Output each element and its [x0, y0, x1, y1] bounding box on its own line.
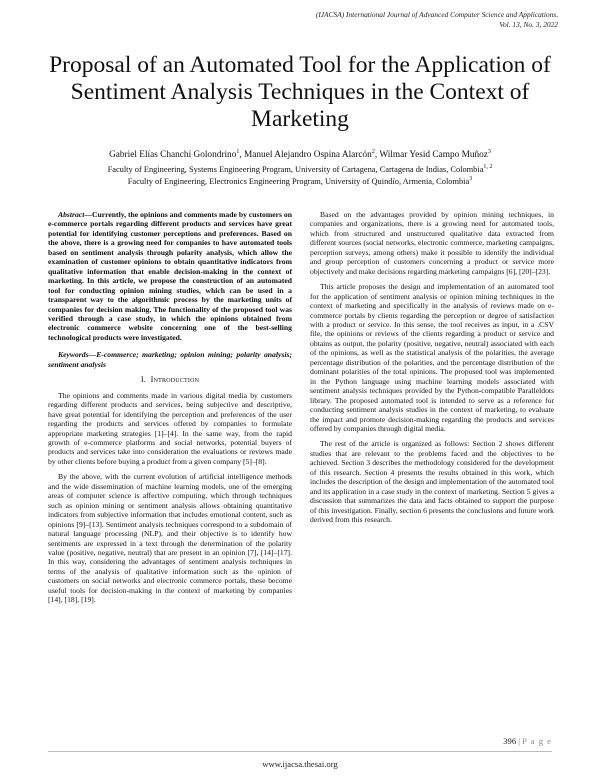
- author-list: [30, 149, 570, 161]
- paragraph: Based on the advantages provided by opinion mining techniques, in companies and organizations, there is a growing need for automated tools, which from structured and unstructured qualitative data extracted from different sources (social networks, electronic commerce, marketing campaigns, perception surveys, among others) make it possible to identify the individual and group perception of customers concerning a product or service more objectively and make decisions regarding marketing campaigns [6], [20]–[23].: [310, 210, 554, 276]
- author-separator: ,: [239, 150, 245, 160]
- page-number: [503, 736, 552, 746]
- page-number-value: 396: [503, 736, 517, 746]
- left-column: [48, 210, 292, 611]
- author-3-sup: 3: [487, 148, 491, 155]
- affiliation-2-sup: 3: [469, 176, 473, 183]
- author-separator: ,: [374, 150, 380, 160]
- section-number: I.: [140, 375, 147, 385]
- affiliation-1: [30, 164, 570, 175]
- author-1: Gabriel Elías Chanchí Golondrino: [109, 150, 237, 160]
- keywords: [48, 350, 292, 369]
- affiliation-1-text: Faculty of Engineering, Systems Engineering Program, University of Cartagena, Cartagena de Indias, Colombia: [107, 165, 484, 174]
- abstract-label: Abstract—: [58, 210, 92, 219]
- paragraph: By the above, with the current evolution of artificial intelligence methods and the wide dissemination of machine learning models, one of the emerging areas of computer science is affective computing, which through techniques such as opinion mining or sentiment analysis allows obtaining quantitative indicators from subjective information that includes emotional content, such as opinions [9]–[13]. Sentiment analysis techniques correspond to a subdomain of natural language processing (NLP), and their objective is to identify how sentiments are expressed in a text through the determination of the polarity value (positive, negative, neutral) that are present in an opinion [7], [14]–[17]. In this way, considering the advantages of sentiment analysis techniques in terms of the analysis of qualitative information such as the opinion of customers on social networks and electronic commerce portals, these become useful tools for decision-making in the context of marketing by companies [14], [18], [19].: [48, 472, 292, 605]
- journal-header-line1: (IJACSA) International Journal of Advanced Computer Science and Applications,: [315, 10, 558, 19]
- journal-header: [198, 10, 558, 29]
- section-heading-introduction: [48, 375, 292, 384]
- author-3: Wilmar Yesid Campo Muñoz: [379, 150, 488, 160]
- journal-header-line2: Vol. 13, No. 3, 2022: [499, 19, 558, 29]
- page-number-separator: |: [516, 736, 523, 746]
- paragraph: The rest of the article is organized as follows: Section 2 shows different studies that are relevant to the problems faced and the objectives to be achieved. Section 3 describes the methodology considered for the development of this research. Section 4 presents the results obtained in this work, which includes the description of the design and implementation of the automated tool and its application in a case study in the context of marketing. Section 5 gives a discussion that summarizes the data and facts obtained to support the purpose of this investigation. Finally, section 6 presents the conclusions and future work derived from this research.: [310, 439, 554, 525]
- title-line1: Proposal of an Automated Tool for the Application of: [49, 52, 551, 78]
- keywords-label: Keywords—: [58, 350, 97, 360]
- abstract-text: Currently, the opinions and comments made by customers on e-commerce portals regarding different products and services have great potential for identifying customer perceptions and preferences. Based on the above, there is a growing need for companies to have automated tools based on sentiment analysis through polarity analysis, which allow the examination of customer opinions to obtain quantitative indicators from qualitative information that enable decision-making in the context of marketing. In this article, we propose the construction of an automated tool for conducting opinion mining studies, which can be used in a transparent way to the algorithmic process by the marketing units of companies for decision making. The functionality of the proposed tool was verified through a case study, in which the opinions obtained from electronic commerce website concerning one of the best-selling technological products were investigated.: [48, 210, 292, 342]
- keywords-text: E-commerce; marketing; opinion mining; polarity analysis; sentiment analysis: [48, 350, 292, 369]
- paper-title: [40, 52, 560, 133]
- paragraph: This article proposes the design and implementation of an automated tool for the application of sentiment analysis or opinion mining techniques in the context of marketing and specifically in the analysis of reviews made on e-commerce portals by clients regarding the perception or degree of satisfaction with a product or service. In this sense, the tool receives as input, in a .CSV file, the opinions or reviews of the clients regarding a product or service and obtains as output, the polarity (positive, negative, neutral) associated with each of the opinions, as well as the statistical analysis of the polarities, the average percentage distribution of the polarities, and the percentage distribution of the dominant polarities of the total opinions. The proposed tool was implemented in the Python language using machine learning models associated with sentiment analysis techniques provided by the Python-compatible Paralleldots library. The proposed automated tool is intended to serve as a reference for conducting sentiment analysis studies in the context of marketing, to evaluate the impact and promote decision-making regarding the products and services offered by companies through digital media.: [310, 282, 554, 433]
- right-column: [310, 210, 554, 531]
- author-2: Manuel Alejandro Ospina Alarcón: [244, 150, 372, 160]
- section-title: Introduction: [150, 375, 200, 385]
- affiliation-2: [30, 176, 570, 187]
- footer-url: www.ijacsa.thesai.org: [262, 759, 338, 769]
- page-label: P a g e: [522, 736, 552, 746]
- paragraph: The opinions and comments made in various digital media by customers regarding different products and services, being subjective and descriptive, have great potential for identifying the perception and preferences of the user regarding the products and services offered by companies to formulate appropriate marketing strategies [1]–[4]. In the same way, from the rapid growth of e-commerce platforms and social networks, potential buyers of products and services take into consideration the evaluations or reviews made by other clients before buying a product from a given company [5]–[8].: [48, 390, 292, 466]
- title-line2: Sentiment Analysis Techniques in the Context of: [70, 79, 530, 105]
- title-line3: Marketing: [251, 106, 349, 132]
- abstract: [48, 210, 292, 342]
- footer-divider: [48, 751, 552, 752]
- author-2-sup: 2: [371, 148, 375, 155]
- affiliation-2-text: Faculty of Engineering, Electronics Engineering Program, University of Quindío, Armenia, Colombia: [127, 177, 470, 186]
- author-1-sup: 1: [236, 148, 240, 155]
- affiliation-1-sup: 1, 2: [483, 164, 493, 171]
